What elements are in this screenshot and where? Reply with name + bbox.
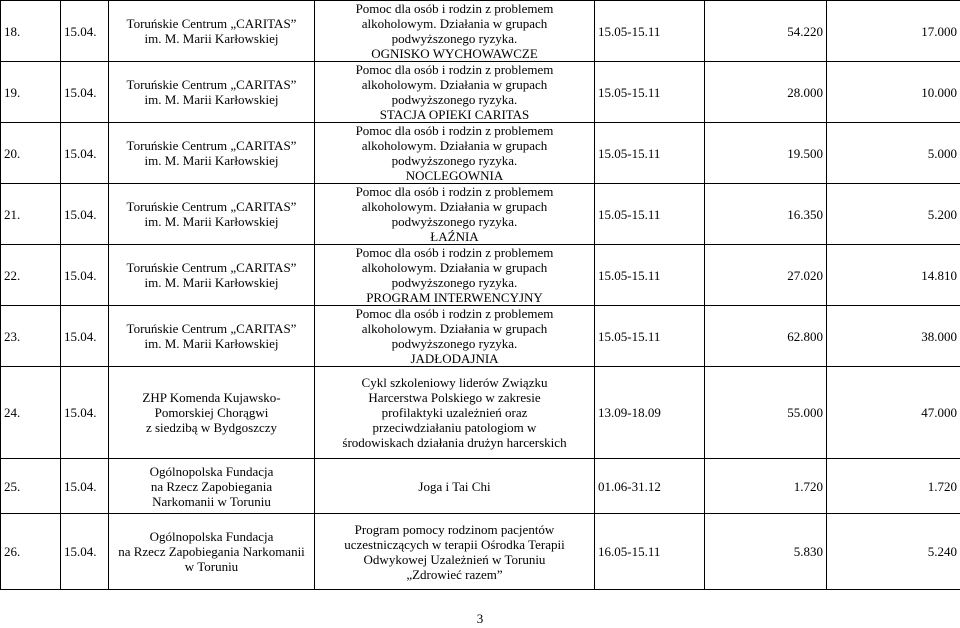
task-description xyxy=(315,245,595,306)
requested-amount: 55.000 xyxy=(705,367,827,459)
task-line: środowiskach działania drużyn harcerskich xyxy=(342,435,567,450)
table-row xyxy=(1,459,960,514)
page-number: 3 xyxy=(476,611,484,626)
task-line: OGNISKO WYCHOWAWCZE xyxy=(371,46,538,61)
row-number: 20. xyxy=(1,123,61,184)
organization xyxy=(109,306,315,367)
organization xyxy=(109,62,315,123)
row-date: 15.04. xyxy=(61,367,109,459)
organization-line: Narkomanii w Toruniu xyxy=(152,493,271,509)
organization-line: z siedzibą w Bydgoszczy xyxy=(145,420,278,435)
table-row xyxy=(1,1,960,62)
task-line: podwyższonego ryzyka. xyxy=(391,336,518,351)
organization-line: im. M. Marii Karłowskiej xyxy=(144,31,279,46)
period: 15.05-15.11 xyxy=(595,245,705,306)
organization-line: na Rzecz Zapobiegania xyxy=(150,478,273,494)
period: 16.05-15.11 xyxy=(595,514,705,590)
organization-line: Toruńskie Centrum „CARITAS” xyxy=(126,260,297,275)
row-date: 15.04. xyxy=(61,306,109,367)
requested-amount: 27.020 xyxy=(705,245,827,306)
row-number: 24. xyxy=(1,367,61,459)
table-row xyxy=(1,367,960,459)
requested-amount: 16.350 xyxy=(705,184,827,245)
row-number: 22. xyxy=(1,245,61,306)
table-row xyxy=(1,245,960,306)
row-date: 15.04. xyxy=(61,459,109,514)
task-description xyxy=(315,62,595,123)
requested-amount: 54.220 xyxy=(705,1,827,62)
organization xyxy=(109,367,315,459)
organization-line: Toruńskie Centrum „CARITAS” xyxy=(126,321,297,336)
requested-amount: 62.800 xyxy=(705,306,827,367)
period: 01.06-31.12 xyxy=(595,459,705,514)
task-line: Pomoc dla osób i rodzin z problemem xyxy=(355,62,554,77)
task-line: alkoholowym. Działania w grupach xyxy=(361,199,548,214)
row-number: 26. xyxy=(1,514,61,590)
task-description xyxy=(315,184,595,245)
row-date: 15.04. xyxy=(61,184,109,245)
requested-amount: 5.830 xyxy=(705,514,827,590)
organization xyxy=(109,184,315,245)
task-line: uczestniczących w terapii Ośrodka Terapii xyxy=(344,536,565,552)
task-line: profilaktyki uzależnień oraz xyxy=(381,405,528,420)
table-row xyxy=(1,514,960,590)
task-description xyxy=(315,367,595,459)
granted-amount: 14.810 xyxy=(827,245,960,306)
task-line: PROGRAM INTERWENCYJNY xyxy=(366,290,543,305)
organization-line: im. M. Marii Karłowskiej xyxy=(144,275,279,290)
period: 15.05-15.11 xyxy=(595,1,705,62)
row-date: 15.04. xyxy=(61,245,109,306)
organization-line: Pomorskiej Chorągwi xyxy=(154,405,269,420)
task-line: JADŁODAJNIA xyxy=(410,351,499,366)
task-line: podwyższonego ryzyka. xyxy=(391,153,518,168)
row-number: 21. xyxy=(1,184,61,245)
row-number: 23. xyxy=(1,306,61,367)
organization-line: im. M. Marii Karłowskiej xyxy=(144,153,279,168)
table-row xyxy=(1,62,960,123)
organization-line: Ogólnopolska Fundacja xyxy=(149,529,274,544)
granted-amount: 1.720 xyxy=(827,459,960,514)
granted-amount: 17.000 xyxy=(827,1,960,62)
organization-line: im. M. Marii Karłowskiej xyxy=(144,336,279,351)
task-line: alkoholowym. Działania w grupach xyxy=(361,138,548,153)
organization-line: na Rzecz Zapobiegania Narkomanii xyxy=(118,544,305,559)
row-date: 15.04. xyxy=(61,514,109,590)
organization xyxy=(109,459,315,514)
row-number: 18. xyxy=(1,1,61,62)
period: 15.05-15.11 xyxy=(595,184,705,245)
task-line: ŁAŹNIA xyxy=(430,229,479,244)
table-row xyxy=(1,306,960,367)
row-date: 15.04. xyxy=(61,62,109,123)
organization-line: Toruńskie Centrum „CARITAS” xyxy=(126,138,297,153)
task-line: alkoholowym. Działania w grupach xyxy=(361,16,548,31)
task-line: Odwykowej Uzależnień w Toruniu xyxy=(363,551,546,567)
requested-amount: 19.500 xyxy=(705,123,827,184)
organization-line: ZHP Komenda Kujawsko- xyxy=(142,390,281,405)
period: 15.05-15.11 xyxy=(595,123,705,184)
task-line: alkoholowym. Działania w grupach xyxy=(361,260,548,275)
period: 13.09-18.09 xyxy=(595,367,705,459)
granted-amount: 5.000 xyxy=(827,123,960,184)
organization-line: im. M. Marii Karłowskiej xyxy=(144,214,279,229)
period: 15.05-15.11 xyxy=(595,62,705,123)
row-number: 25. xyxy=(1,459,61,514)
task-line: Cykl szkoleniowy liderów Związku xyxy=(361,375,548,390)
organization-line: w Toruniu xyxy=(184,559,239,574)
organization xyxy=(109,245,315,306)
requested-amount: 1.720 xyxy=(705,459,827,514)
task-line: Pomoc dla osób i rodzin z problemem xyxy=(355,184,554,199)
granted-amount: 5.240 xyxy=(827,514,960,590)
task-line: podwyższonego ryzyka. xyxy=(391,31,518,46)
organization-line: Toruńskie Centrum „CARITAS” xyxy=(126,77,297,92)
granted-amount: 10.000 xyxy=(827,62,960,123)
task-line: „Zdrowieć razem” xyxy=(406,566,503,582)
organization-line: im. M. Marii Karłowskiej xyxy=(144,92,279,107)
task-description xyxy=(315,306,595,367)
row-number: 19. xyxy=(1,62,61,123)
requested-amount: 28.000 xyxy=(705,62,827,123)
task-line: Pomoc dla osób i rodzin z problemem xyxy=(355,306,554,321)
table-row xyxy=(1,123,960,184)
task-line: podwyższonego ryzyka. xyxy=(391,275,518,290)
organization xyxy=(109,514,315,590)
period: 15.05-15.11 xyxy=(595,306,705,367)
granted-amount: 5.200 xyxy=(827,184,960,245)
row-date: 15.04. xyxy=(61,1,109,62)
organization-line: Ogólnopolska Fundacja xyxy=(149,463,274,479)
task-description xyxy=(315,514,595,590)
task-line: Pomoc dla osób i rodzin z problemem xyxy=(355,1,554,16)
row-date: 15.04. xyxy=(61,123,109,184)
organization-line: Toruńskie Centrum „CARITAS” xyxy=(126,16,297,31)
task-line: przeciwdziałaniu patologiom w xyxy=(372,420,537,435)
task-line: podwyższonego ryzyka. xyxy=(391,92,518,107)
task-description xyxy=(315,459,595,514)
organization xyxy=(109,1,315,62)
task-line: alkoholowym. Działania w grupach xyxy=(361,77,548,92)
task-line: NOCLEGOWNIA xyxy=(405,168,504,183)
granted-amount: 38.000 xyxy=(827,306,960,367)
task-line: Pomoc dla osób i rodzin z problemem xyxy=(355,123,554,138)
task-line: STACJA OPIEKI CARITAS xyxy=(379,107,530,122)
task-description xyxy=(315,1,595,62)
organization-line: Toruńskie Centrum „CARITAS” xyxy=(126,199,297,214)
organization xyxy=(109,123,315,184)
task-line: Program pomocy rodzinom pacjentów xyxy=(354,521,555,537)
task-line: alkoholowym. Działania w grupach xyxy=(361,321,548,336)
task-line: Pomoc dla osób i rodzin z problemem xyxy=(355,245,554,260)
table-row xyxy=(1,184,960,245)
task-line: Harcerstwa Polskiego w zakresie xyxy=(368,390,541,405)
task-description xyxy=(315,123,595,184)
task-line: podwyższonego ryzyka. xyxy=(391,214,518,229)
task-line: Joga i Tai Chi xyxy=(418,478,491,494)
granted-amount: 47.000 xyxy=(827,367,960,459)
